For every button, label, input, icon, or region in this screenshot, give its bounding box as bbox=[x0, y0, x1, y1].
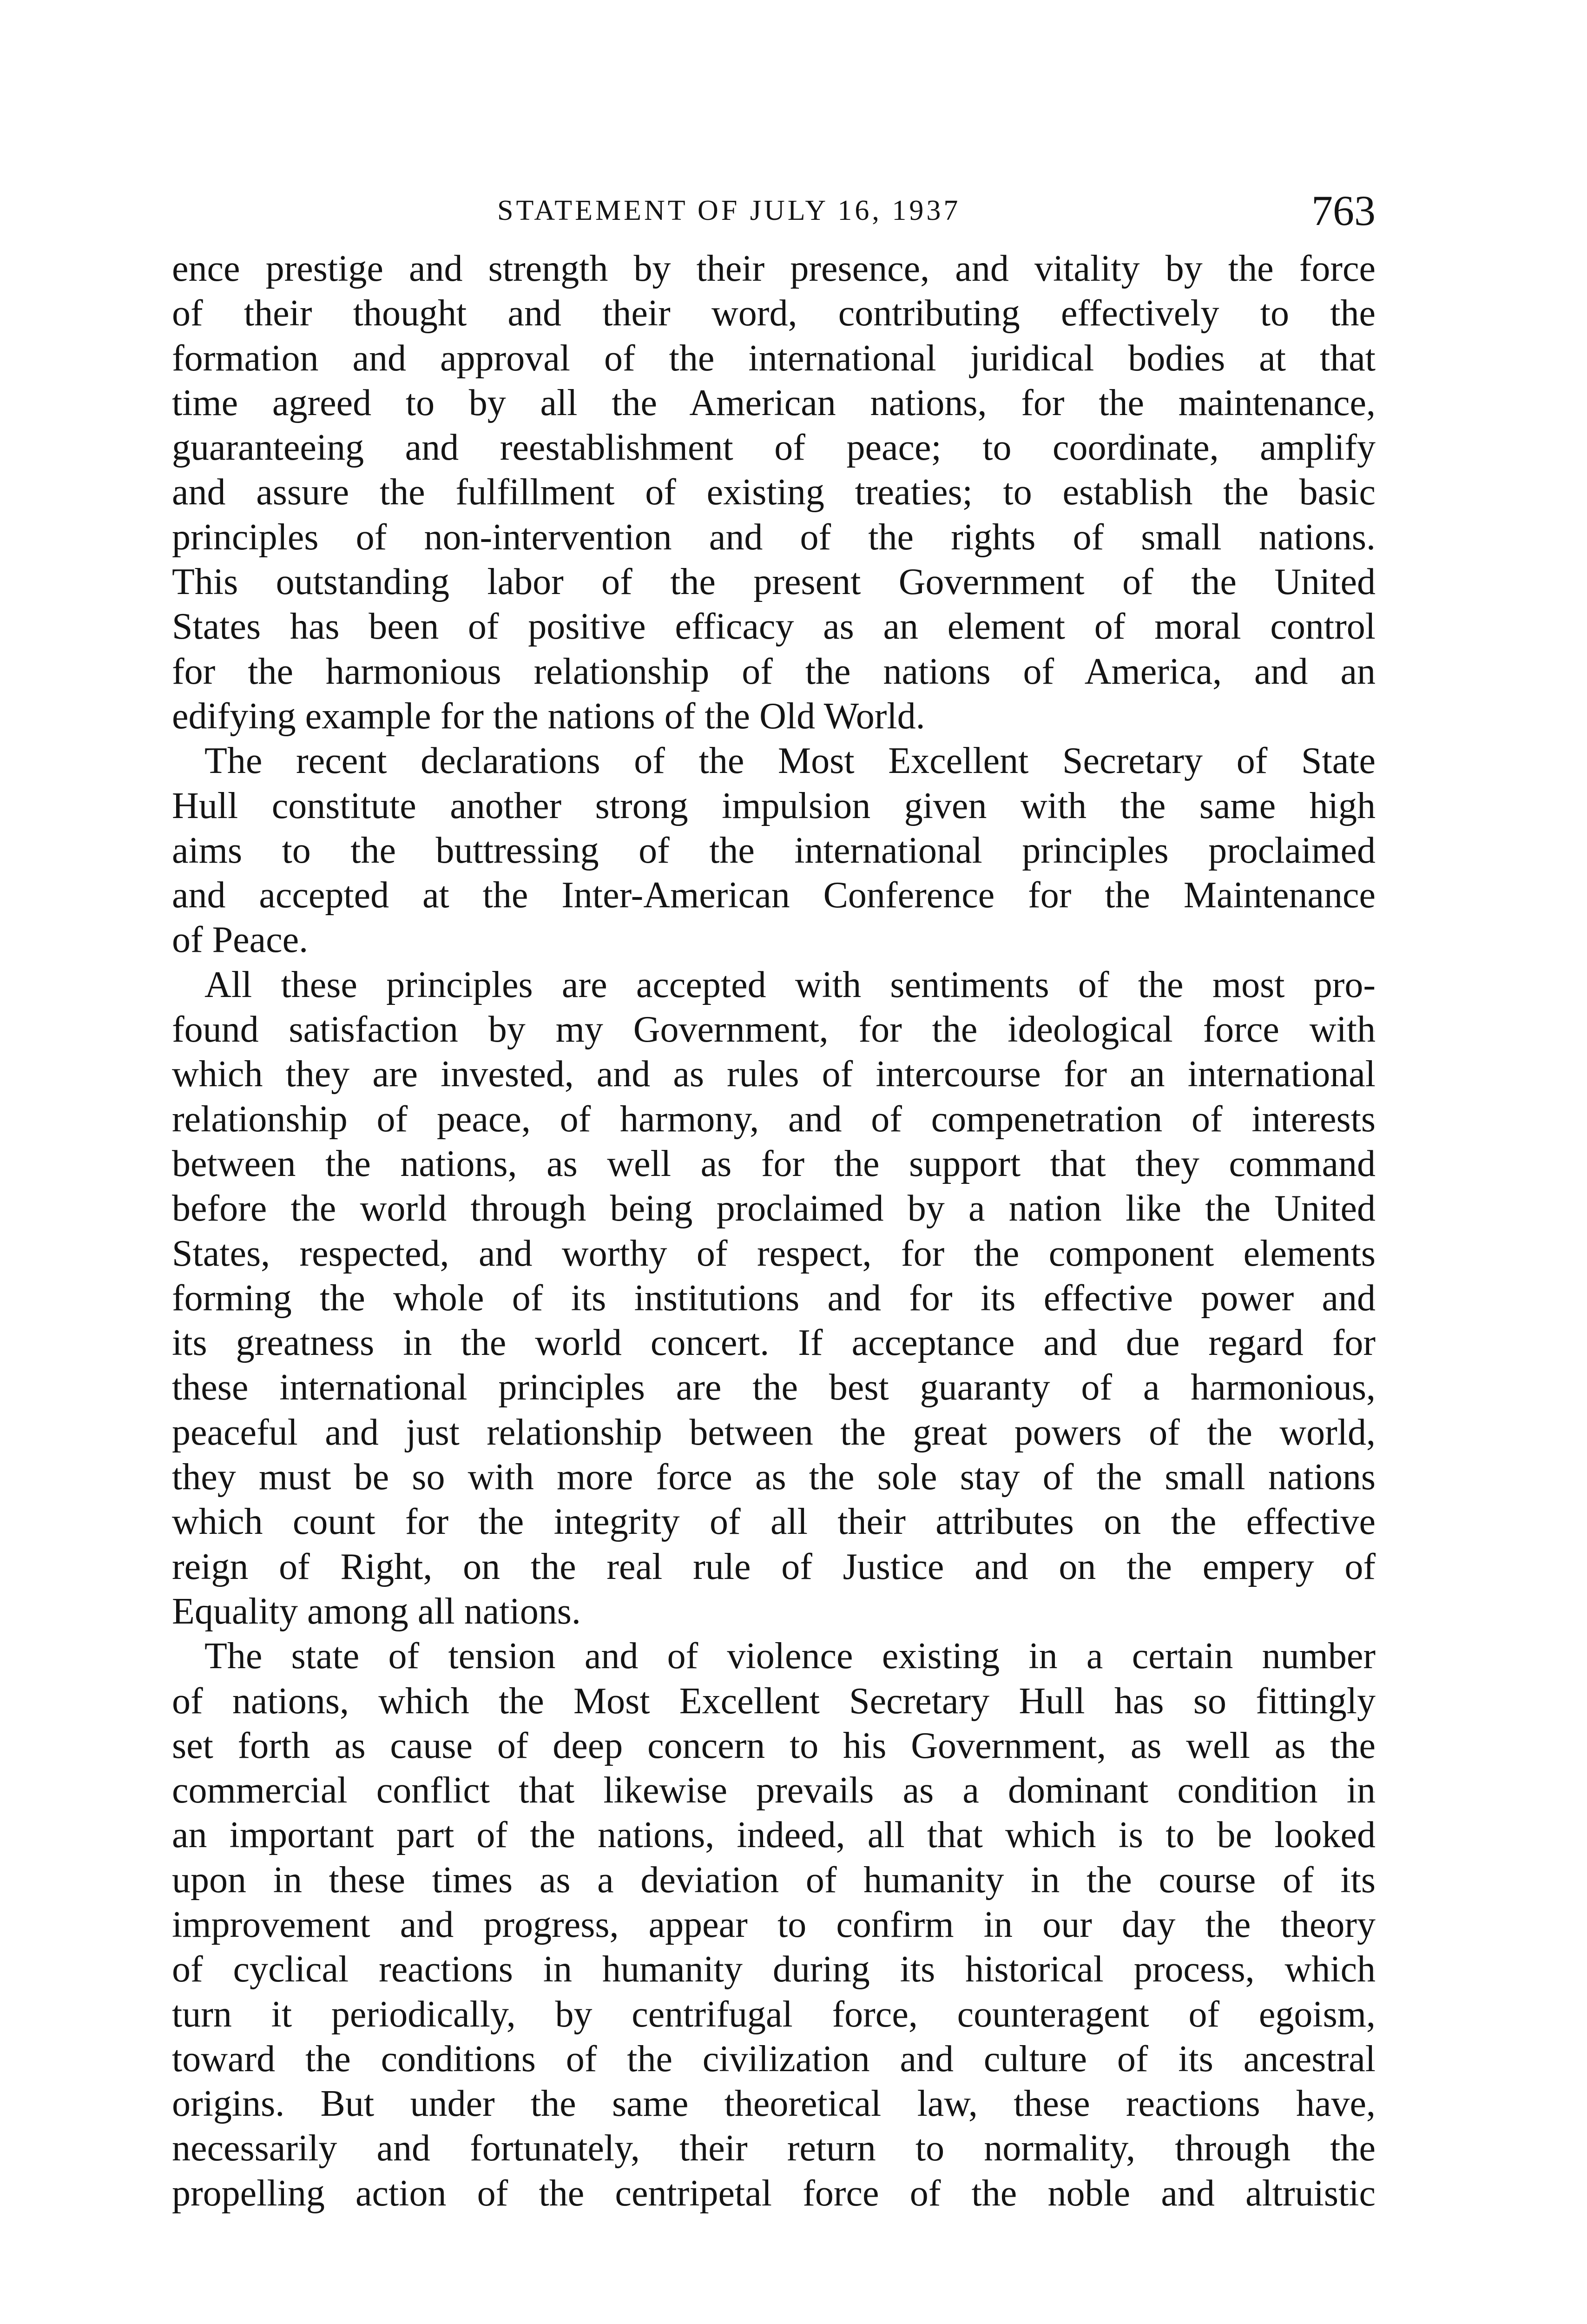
text-line: principles of non-intervention and of the rights of small nations. bbox=[172, 516, 1376, 558]
text-line: before the world through being proclaimed by a nation like the United bbox=[172, 1188, 1376, 1229]
text-line: of nations, which the Most Excellent Secretary Hull has so fittingly bbox=[172, 1680, 1376, 1722]
text-line: reign of Right, on the real rule of Justice and on the empery of bbox=[172, 1546, 1376, 1587]
running-head bbox=[172, 186, 1376, 237]
text-line: between the nations, as well as for the support that they command bbox=[172, 1143, 1376, 1184]
running-head-title: STATEMENT OF JULY 16, 1937 bbox=[497, 195, 961, 226]
text-line: aims to the buttressing of the international principles proclaimed bbox=[172, 830, 1376, 871]
text-line: States, respected, and worthy of respect, for the component elements bbox=[172, 1233, 1376, 1274]
text-line: formation and approval of the international juridical bodies at that bbox=[172, 337, 1376, 379]
text-line: its greatness in the world concert. If acceptance and due regard for bbox=[172, 1322, 1376, 1364]
text-line: necessarily and fortunately, their return to normality, through the bbox=[172, 2128, 1376, 2169]
text-line: they must be so with more force as the sole stay of the small nations bbox=[172, 1457, 1376, 1498]
text-line: This outstanding labor of the present Government of the United bbox=[172, 561, 1376, 603]
text-line: States has been of positive efficacy as an element of moral control bbox=[172, 606, 1376, 647]
text-line: commercial conflict that likewise prevails as a dominant condition in bbox=[172, 1770, 1376, 1811]
text-line: an important part of the nations, indeed, all that which is to be looked bbox=[172, 1815, 1376, 1856]
text-line: edifying example for the nations of the Old World. bbox=[172, 695, 925, 737]
text-line: of Peace. bbox=[172, 919, 309, 961]
text-line: peaceful and just relationship between the great powers of the world, bbox=[172, 1412, 1376, 1453]
text-line: upon in these times as a deviation of humanity in the course of its bbox=[172, 1859, 1376, 1901]
text-line: and accepted at the Inter-American Conference for the Maintenance bbox=[172, 875, 1376, 916]
body-text bbox=[172, 246, 1376, 2216]
text-line: ence prestige and strength by their presence, and vitality by the force bbox=[172, 248, 1376, 289]
text-line: improvement and progress, appear to confirm in our day the theory bbox=[172, 1904, 1376, 1945]
paragraph-first-line: The recent declarations of the Most Excellent Secretary of State bbox=[204, 740, 1376, 782]
text-line: origins. But under the same theoretical law, these reactions have, bbox=[172, 2083, 1376, 2125]
text-line: forming the whole of its institutions and for its effective power and bbox=[172, 1277, 1376, 1319]
text-line: guaranteeing and reestablishment of peace; to coordinate, amplify bbox=[172, 427, 1376, 469]
text-line: time agreed to by all the American nations, for the maintenance, bbox=[172, 382, 1376, 423]
text-line: these international principles are the best guaranty of a harmonious, bbox=[172, 1367, 1376, 1408]
page-number: 763 bbox=[1311, 187, 1376, 234]
paragraph-first-line: The state of tension and of violence existing in a certain number bbox=[204, 1636, 1376, 1677]
text-line: toward the conditions of the civilization and culture of its ancestral bbox=[172, 2038, 1376, 2080]
text-line: turn it periodically, by centrifugal force, counteragent of egoism, bbox=[172, 1994, 1376, 2035]
text-line: found satisfaction by my Government, for the ideological force with bbox=[172, 1009, 1376, 1050]
text-line: Equality among all nations. bbox=[172, 1591, 581, 1632]
text-line: relationship of peace, of harmony, and of compenetration of interests bbox=[172, 1098, 1376, 1140]
text-line: Hull constitute another strong impulsion given with the same high bbox=[172, 785, 1376, 826]
paragraph-first-line: All these principles are accepted with sentiments of the most pro- bbox=[204, 964, 1376, 1005]
text-line: propelling action of the centripetal force of the noble and altruistic bbox=[172, 2172, 1376, 2214]
text-line: set forth as cause of deep concern to his Government, as well as the bbox=[172, 1725, 1376, 1766]
text-line: and assure the fulfillment of existing treaties; to establish the basic bbox=[172, 472, 1376, 513]
text-line: of their thought and their word, contributing effectively to the bbox=[172, 293, 1376, 334]
text-line: which they are invested, and as rules of intercourse for an international bbox=[172, 1054, 1376, 1095]
text-line: which count for the integrity of all their attributes on the effective bbox=[172, 1501, 1376, 1543]
text-line: of cyclical reactions in humanity during its historical process, which bbox=[172, 1949, 1376, 1990]
text-line: for the harmonious relationship of the nations of America, and an bbox=[172, 651, 1376, 692]
